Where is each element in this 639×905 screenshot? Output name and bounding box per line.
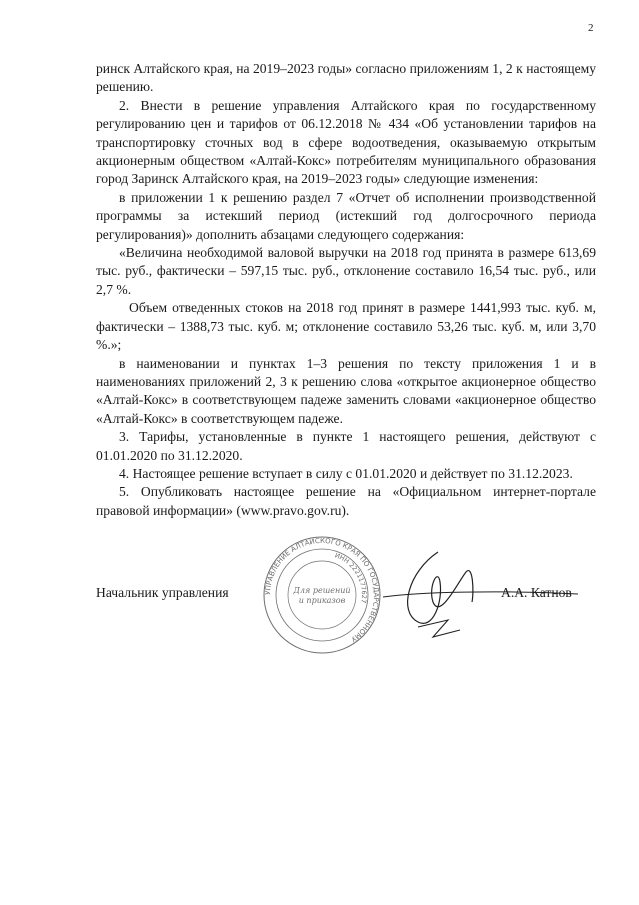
paragraph: 2. Внести в решение управления Алтайского края по государственному регулированию цен и тарифов от 06.12.2018 № 434 «Об установлении тарифов на транспортировку сточных вод в сфере водоотведения, оказываемую открытым акционерным обществом «Алтай-Кокс» потребителям муниципального образования город Заринск Алтайского края, на 2019–2023 годы» следующие изменения: bbox=[96, 97, 596, 187]
paragraph: 4. Настоящее решение вступает в силу с 01.01.2020 и действует по 31.12.2023. bbox=[119, 465, 573, 481]
document-body bbox=[96, 60, 596, 520]
stamp-inn: ИНН 2221177627 bbox=[333, 551, 369, 604]
paragraph: Объем отведенных стоков на 2018 год принят в размере 1441,993 тыс. куб. м, фактически – 1388,73 тыс. куб. м; отклонение составило 53,26 тыс. куб. м, или 3,70 %.»; bbox=[96, 300, 596, 353]
page-number: 2 bbox=[588, 22, 594, 34]
paragraph: «Величина необходимой валовой выручки на 2018 год принята в размере 613,69 тыс. руб., фактически – 597,15 тыс. руб., отклонение составило 16,54 тыс. руб., или 2,7 %. bbox=[96, 245, 596, 297]
signer-title: Начальник управления bbox=[96, 585, 229, 600]
paragraph: 5. Опубликовать настоящее решение на «Официальном интернет-портале правовой информации» (www.pravo.gov.ru). bbox=[96, 484, 596, 518]
stamp-center-line1: Для решений bbox=[293, 586, 351, 595]
stamp-outer-text: УПРАВЛЕНИЕ АЛТАЙСКОГО КРАЯ ПО ГОСУДАРСТВЕННОМУ bbox=[263, 536, 381, 644]
paragraph: в наименовании и пунктах 1–3 решения по тексту приложения 1 и в наименованиях приложений 2, 3 к решению слова «открытое акционерное общество «Алтай-Кокс» в соответствующем падеже заменить словами «акционерное общество «Алтай-Кокс» в соответствующем падеже. bbox=[96, 355, 596, 426]
paragraph: 3. Тарифы, установленные в пункте 1 настоящего решения, действуют с 01.01.2020 по 31.12.2020. bbox=[96, 429, 596, 463]
stamp-center-line2: и приказов bbox=[298, 596, 346, 605]
paragraph: в приложении 1 к решению раздел 7 «Отчет об исполнении производственной программы за истекший период (истекший год долгосрочного периода регулирования)» дополнить абзацами следующего содержания: bbox=[96, 189, 596, 242]
official-stamp bbox=[262, 535, 382, 655]
paragraph: ринск Алтайского края, на 2019–2023 годы» согласно приложениям 1, 2 к настоящему решению. bbox=[96, 61, 596, 95]
signer-name: А.А. Катнов bbox=[501, 585, 572, 600]
